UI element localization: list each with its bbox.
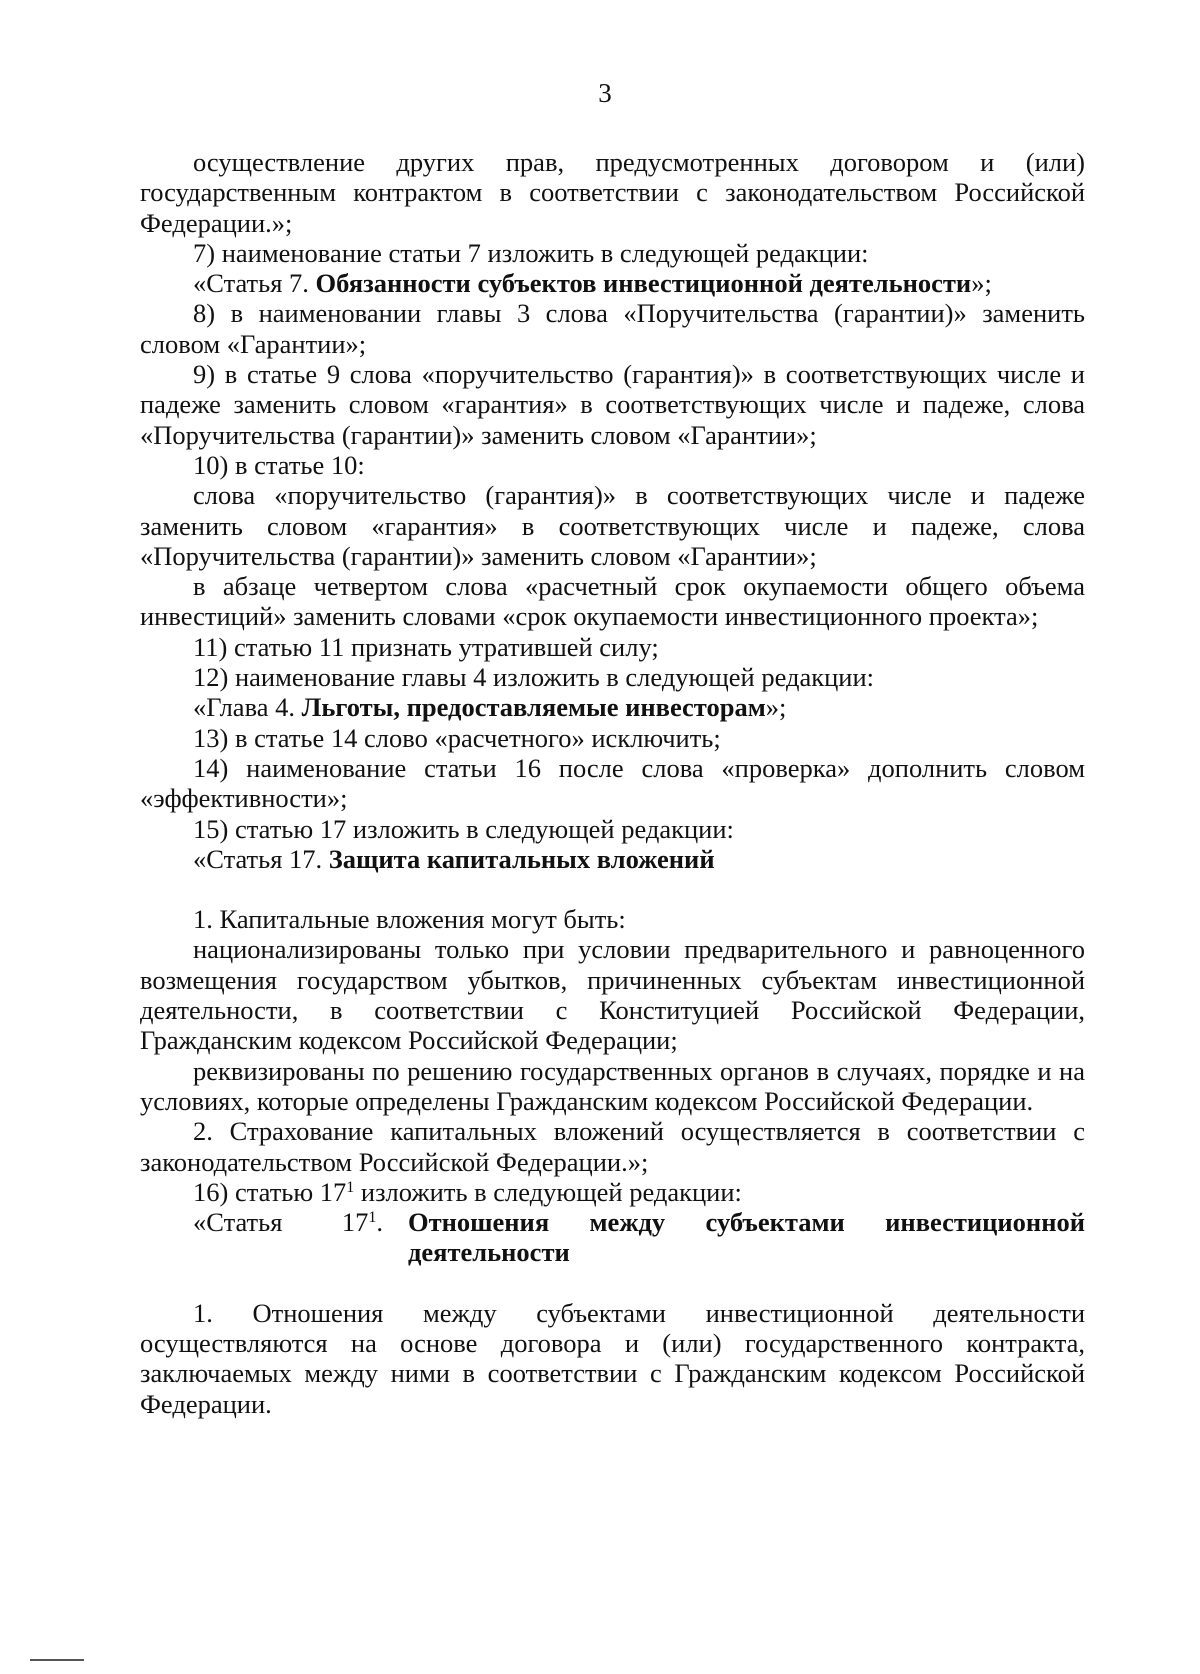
page-number: 3	[598, 78, 612, 108]
article-17-1-word: «Статья	[193, 1207, 283, 1238]
article-17-heading: Защита капитальных вложений	[328, 843, 715, 874]
paragraph-item-10-words: слова «поручительство (гарантия)» в соответствующих числе и падеже заменить словом «гарантия» в соответствующих числе и падеже, слова «Поручительства (гарантии)» заменить словом «Гарантии»;	[140, 480, 1085, 571]
item-16-superscript: 1	[346, 1178, 355, 1196]
article-7-heading: Обязанности субъектов инвестиционной деятельности	[315, 268, 972, 299]
paragraph-article-17-1-point-1: 1. Отношения между субъектами инвестиционной деятельности осуществляются на основе договора и (или) государственного контракта, заключаемых между ними в соответствии с Гражданским кодексом Российской Федерации.	[140, 1297, 1085, 1419]
article-7-prefix: «Статья 7.	[193, 268, 316, 299]
article-17-1-superscript: 1	[368, 1209, 377, 1227]
article-17-1-num: 17	[341, 1207, 369, 1238]
paragraph-item-7: 7) наименование статьи 7 изложить в следующей редакции:	[193, 237, 869, 268]
article-7-suffix: »;	[971, 268, 992, 299]
paragraph-item-15: 15) статью 17 изложить в следующей редакции:	[193, 813, 734, 844]
paragraph-continuation: осуществление других прав, предусмотренных договором и (или) государственным контрактом в соответствии с законодательством Российской Федерации.»;	[140, 147, 1085, 238]
paragraph-item-10-abzac: в абзаце четвертом слова «расчетный срок окупаемости общего объема инвестиций» заменить словами «срок окупаемости инвестиционного проекта»;	[140, 571, 1085, 632]
paragraph-requisitioned: реквизированы по решению государственных органов в случаях, порядке и на условиях, которые определены Гражданским кодексом Российской Федерации.	[140, 1055, 1085, 1116]
article-17-1-title	[408, 1207, 1085, 1268]
paragraph-item-16	[140, 1177, 1085, 1207]
paragraph-item-10: 10) в статье 10:	[193, 449, 365, 480]
spacer	[140, 1268, 1085, 1298]
paragraph-item-14: 14) наименование статьи 16 после слова «проверка» дополнить словом «эффективности»;	[140, 752, 1085, 814]
footer-rule	[30, 1659, 84, 1661]
paragraph-item-9: 9) в статье 9 слова «поручительство (гарантия)» в соответствующих числе и падеже заменить словом «гарантия» в соответствующих числе и падеже, слова «Поручительства (гарантии)» заменить словом «Гарантии»;	[140, 359, 1085, 450]
chapter-4-heading: Льготы, предоставляемые инвесторам	[301, 692, 766, 723]
item-16-text-a: 16) статью 17	[193, 1176, 347, 1207]
paragraph-article-7-title	[140, 268, 1085, 298]
article-17-prefix: «Статья 17.	[193, 843, 329, 874]
paragraph-item-11: 11) статью 11 признать утратившей силу;	[193, 631, 659, 662]
paragraph-item-8: 8) в наименовании главы 3 слова «Поручительства (гарантии)» заменить словом «Гарантии»;	[140, 298, 1085, 359]
paragraph-article-17-point-1: 1. Капитальные вложения могут быть:	[193, 904, 626, 935]
article-17-1-dot: .	[376, 1207, 383, 1238]
paragraph-item-13: 13) в статье 14 слово «расчетного» исключить;	[193, 722, 721, 753]
paragraph-article-17-point-2: 2. Страхование капитальных вложений осуществляется в соответствии с законодательством Российской Федерации.»;	[140, 1116, 1085, 1177]
article-17-1-title-line1: Отношения между субъектами инвестиционной	[408, 1207, 1085, 1238]
paragraph-item-12: 12) наименование главы 4 изложить в следующей редакции:	[193, 662, 875, 693]
document-body	[140, 147, 1085, 1419]
article-17-1-number	[342, 1207, 383, 1237]
item-16-text-b: изложить в следующей редакции:	[354, 1176, 742, 1207]
paragraph-nationalized: национализированы только при условии предварительного и равноценного возмещения государством убытков, причиненных субъектам инвестиционной деятельности, в соответствии с Конституцией Российской Федерации, Гражданским кодексом Российской Федерации;	[140, 934, 1085, 1056]
article-17-1-heading	[140, 1207, 1085, 1268]
article-17-1-label	[140, 1207, 408, 1237]
article-17-1-title-line2: деятельности	[408, 1237, 570, 1268]
paragraph-chapter-4-title	[140, 692, 1085, 722]
chapter-4-suffix: »;	[765, 692, 787, 723]
paragraph-article-17-title	[140, 844, 1085, 874]
spacer	[140, 874, 1085, 904]
chapter-4-prefix: «Глава 4.	[193, 692, 302, 723]
